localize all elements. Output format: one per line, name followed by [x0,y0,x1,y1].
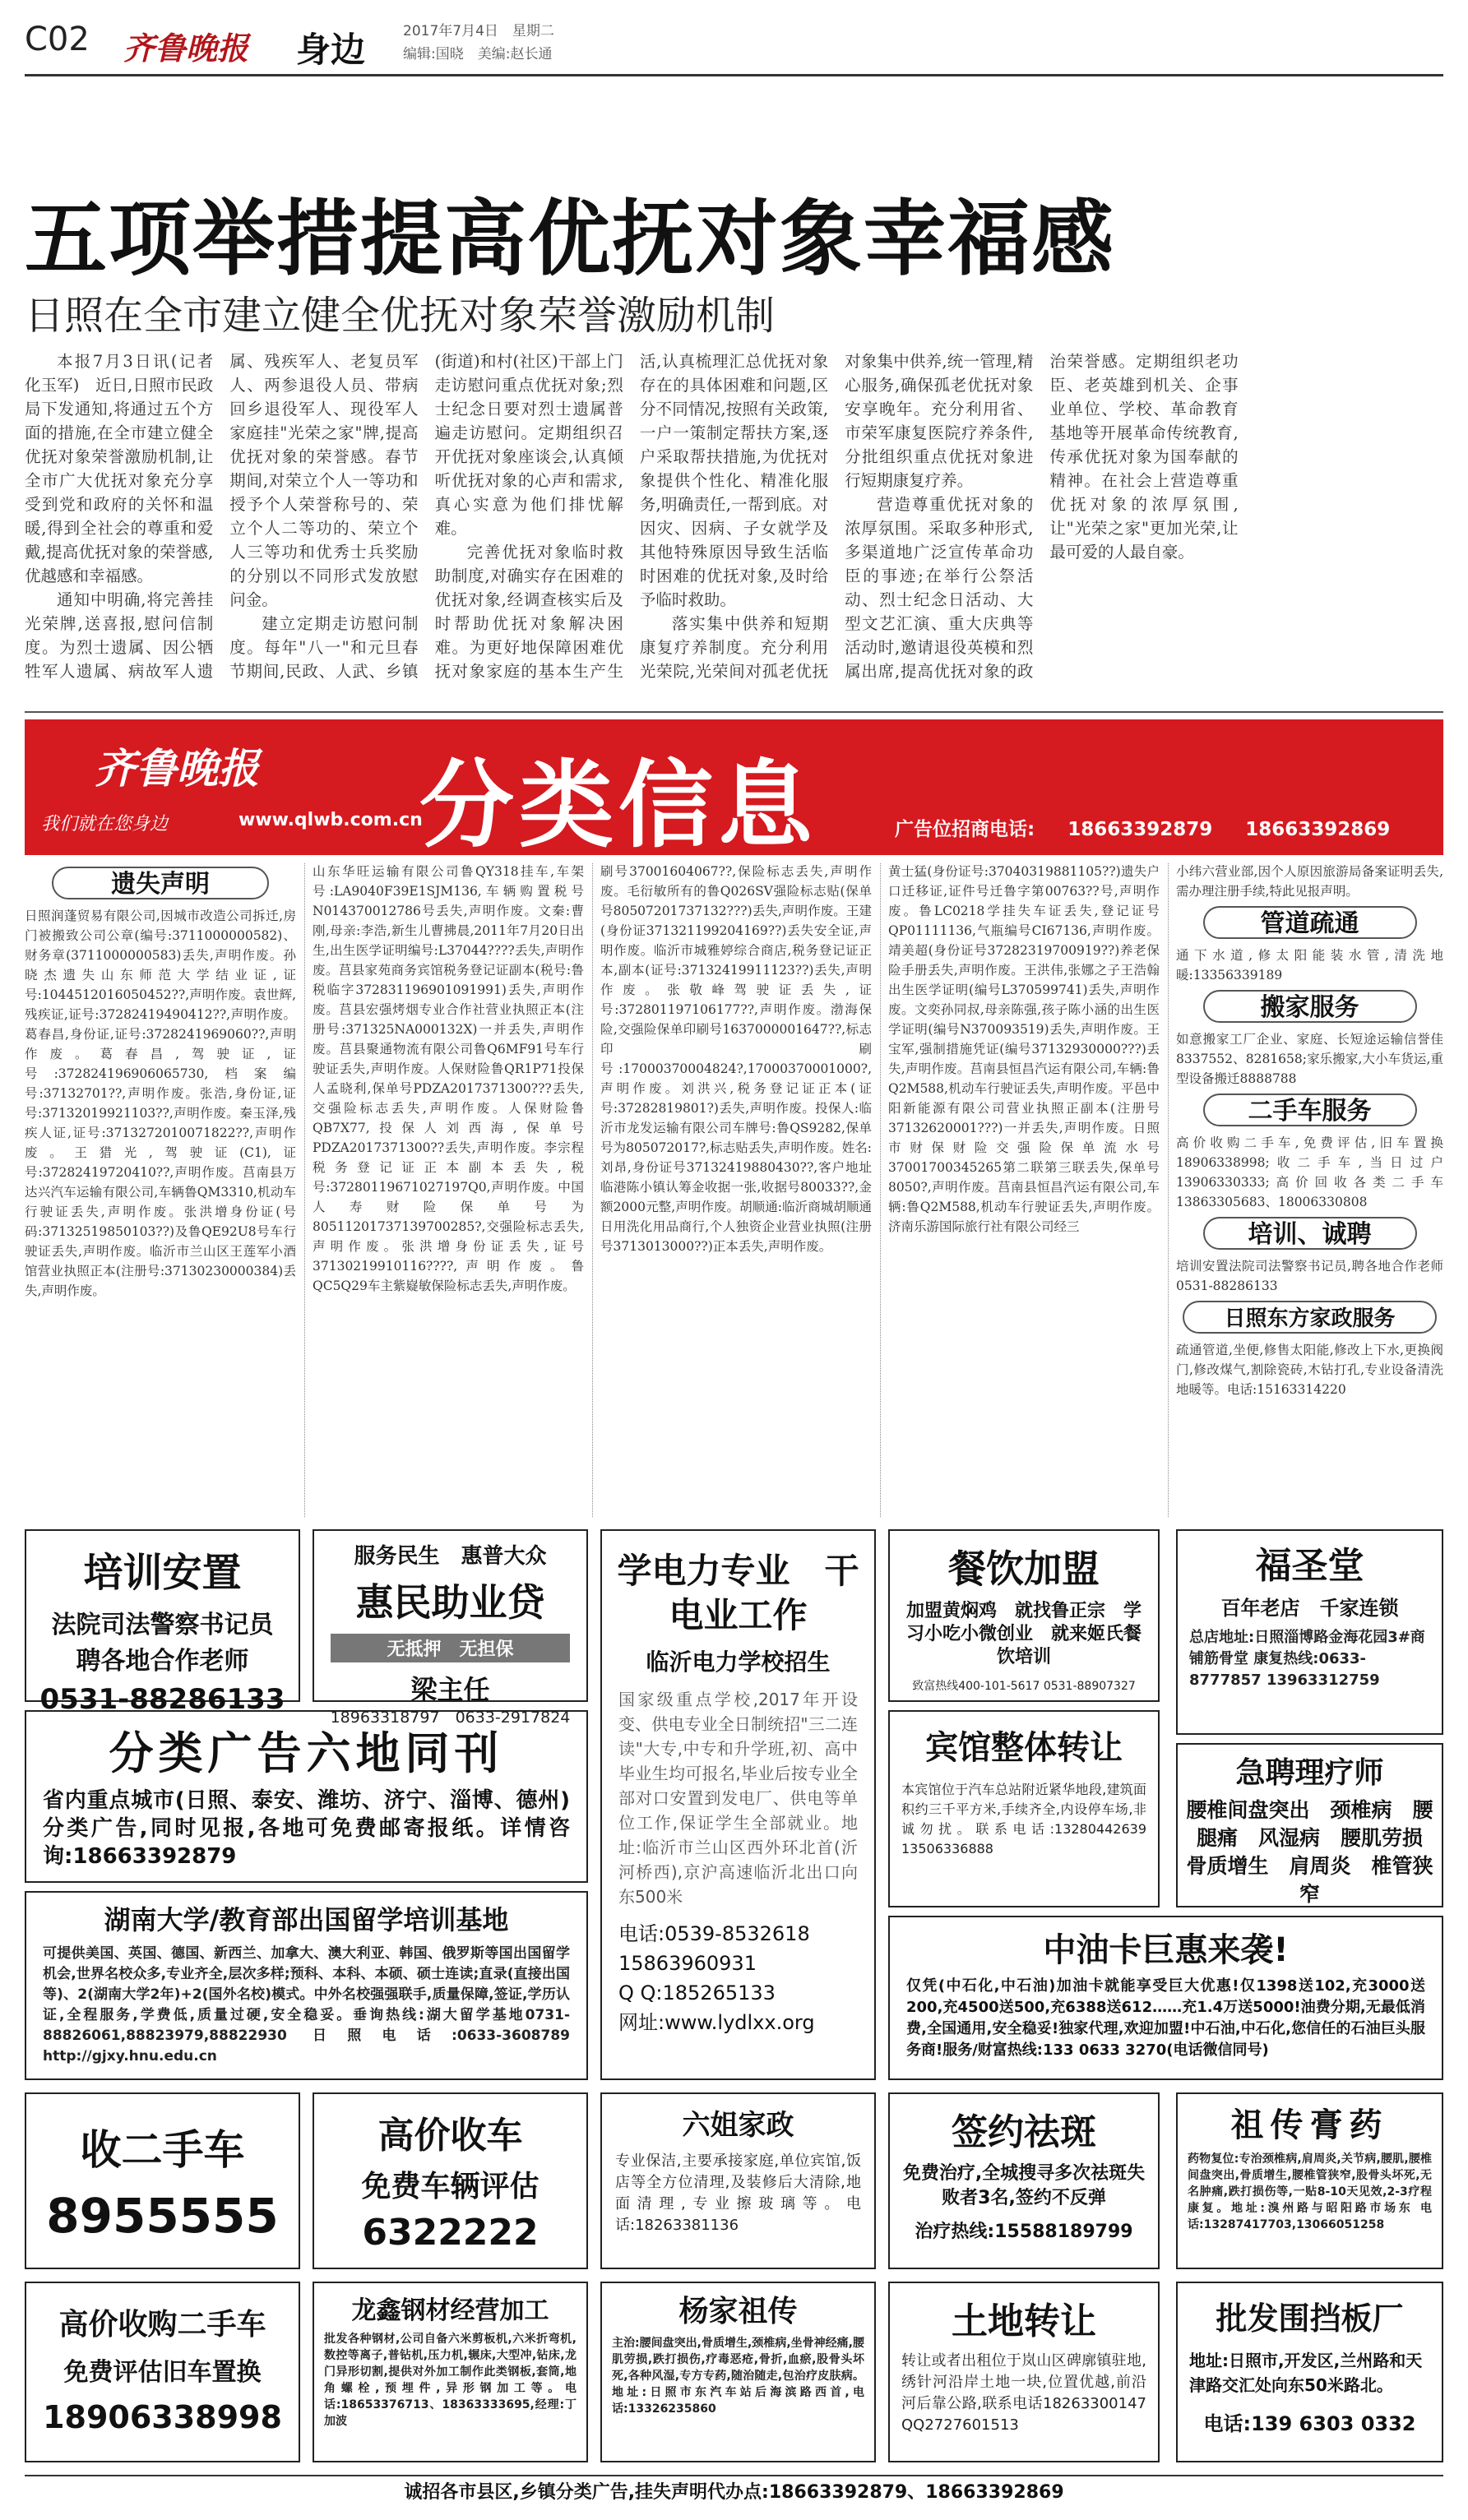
ad-text: 加盟黄焖鸡 就找鲁正宗 学习小吃小微创业 就来姬氏餐饮培训 [905,1601,1142,1667]
ad-phone: 治疗热线:15588189799 [915,2222,1133,2242]
column-divider [1168,863,1169,1517]
ad-fuel-card [888,1916,1443,2080]
column-divider [592,863,593,1517]
ad-title: 分类广告六地同刊 [109,1727,504,1779]
ad-hunan-university [25,1891,588,2080]
classified-text: 刷号37001604067??,保险标志丢失,声明作废。毛衍敏所有的鲁Q026SV强险标志贴(保单号80507201737132???)丢失,声明作废。王建(身份证371321199204169??)丢失安全证,声明作废。临沂市城雅婷综合商店,税务登记证正本,副本(证号:37132419911123??)丢失,声明作废。张敬峰驾驶证丢失,证号:372801197106177??,声明作废。渤海保险,交强险保单印刷号1637000001647??,标志印刷号:17000370004824?,17000370001000?,声明作废。刘洪兴,税务登记证正本(证号:37282819801?)丢失,声明作废。投保人:临沂市龙发运输有限公司车牌号:鲁QS9282,保单号为805072017?,标志贴丢失,声明作废。姓名:刘昂,身份证号37132419880430??,客户地址临港陈小镇认筹金收据一张,收据号80033??,金额2000元整,声明作废。胡顺通:临沂商城胡顺通日用洗化用品商行,个人独资企业营业执照(注册号3713013000??)正本丢失,声明作废。 [600,864,872,1254]
category-lost-notice: 遗失声明 [52,867,269,899]
ad-phone: 0531-88286133 [39,1683,285,1716]
ad-steel [313,2282,588,2462]
classified-text: 疏通管道,坐便,修售太阳能,修改上下水,更换阀门,修改煤气,割除瓷砖,木钻打孔,专业设备清洗地暖等。电话:15163314220 [1176,1343,1443,1397]
issue-date: 2017年7月4日 星期二 [403,23,554,39]
ad-phone: 致富热线400-101-5617 0531-88907327 [912,1680,1136,1693]
category-used-car: 二手车服务 [1203,1094,1417,1126]
ad-text: 服务民生 惠普大众 [354,1544,547,1569]
ad-therapist [1176,1743,1443,1907]
ad-catering [888,1529,1160,1702]
classified-text: 黄士猛(身份证号:37040319881105??)遗失户口迁移证,证件号迁鲁字第00763??号,声明作废。鲁LC0218学挂失车证丢失,登记证号QP01111136,气瓶编号CI67136,声明作废。靖美超(身份证号37282319700919??)养老保险手册丢失,声明作废。王洪伟,张娜之子王浩翰出生医学证明(编号L370599741)丢失,声明作废。文奕孙同叔,母亲陈强,孩子陈小涵的出生医学证明(编号N370093519)丢失,声明作废。王宝军,强制措施凭证(编号37132930000???)丢失,声明作废。莒南县恒昌汽运有限公司,车辆:鲁Q2M588,机动车行驶证丢失,声明作废。平邑中阳新能源有限公司营业执照正副本(注册号37132620001???)一并丢失,声明作废。日照市财保财险交强险保单流水号37001700345265第二联第三联丢失,保单号8050?,声明作废。莒南县恒昌汽运有限公司,车辆:鲁Q2M588,机动车行驶证丢失,声明作废。济南乐游国际旅行社有限公司经三 [888,864,1160,1234]
hotline-label: 广告位招商电话: [895,819,1035,840]
column-divider [304,863,305,1517]
paper-name: 齐鲁晚报 [123,30,249,67]
page-number: C02 [25,21,90,58]
ad-title: 中油卡巨惠来袭! [1043,1931,1289,1969]
ad-text: 药物复位:专治颈椎病,肩周炎,关节病,腰肌,腰椎间盘突出,骨质增生,腰椎管狭窄,股骨头坏死,无名肿痛,跌打损伤等,一贴8-10天见效,2-3疗程康复。地址:溴州路与昭阳路市场东 电话:13287417703,13066051258 [1188,2152,1432,2231]
ad-phone: 8955555 [46,2188,279,2244]
category-housekeeping: 日照东方家政服务 [1183,1301,1437,1334]
ad-phone: 电话:0539-8532618 15863960931 [618,1922,830,1975]
category-training: 培训、诚聘 [1203,1217,1417,1250]
editors: 编辑:国晓 美编:赵长通 [403,46,553,62]
ad-title: 祖传膏药 [1230,2106,1389,2144]
article-divider [25,711,1443,713]
article-paragraph: 落实集中供养和短期康复疗养制度。充分利用光荣院,光荣间对孤老优抚对象集中供养,统一管理,精心服务,确保孤老优抚对象安享晚年。充分利用省、市荣军康复医院疗养条件,分批组织重点优抚对象进行短期康复疗养。 [639,352,1034,681]
ad-text: 聘各地合作老师 [76,1647,249,1676]
ad-ancestral-plaster [1176,2092,1443,2269]
ad-six-cities [25,1710,588,1883]
header-meta [403,20,554,66]
ad-high-price-car [313,2092,588,2269]
ad-phone: 电话:139 6303 0332 [1203,2412,1416,2435]
ad-title: 湖南大学/教育部出国留学培训基地 [104,1904,509,1935]
article-paragraph: 本报7月3日讯(记者 化玉军) 近日,日照市民政局下发通知,将通过五个方面的措施,在全市建立健全优抚对象荣誉激励机制,让全市广大优抚对象充分享受到党和政府的关怀和温暖,得到全社会的尊重和爱戴,提高优抚对象的荣誉感,优越感和幸福感。 [25,352,229,585]
ad-text: 腰椎间盘突出 颈椎病 腰腿痛 风湿病 腰肌劳损 骨质增生 肩周炎 椎管狭窄 [1186,1798,1444,1906]
ad-buy-used-car [25,2092,300,2269]
ad-logo: 福圣堂 [1255,1545,1364,1587]
ad-website: 网址:www.lydlxx.org [618,2011,815,2034]
banner-title: 分类信息 [419,751,818,861]
classified-banner [25,719,1443,861]
ad-freckle [888,2092,1160,2269]
classified-column-1 [25,862,296,1519]
ad-text: 法院司法警察书记员 [51,1611,274,1639]
category-moving: 搬家服务 [1203,990,1417,1023]
ad-text: 百年老店 千家连锁 [1220,1597,1399,1620]
ad-yang-family [600,2282,876,2462]
ad-text: 免费治疗,全城搜寻多次祛斑失败者3名,签约不反弹 [902,2163,1146,2208]
article-paragraph: 完善优抚对象临时救助制度,对确实存在困难的优抚对象,经调查核实后及时帮助优抚对象解决困难。为更好地保障困难优抚对象家庭的基本生产生活,认真梳理汇总优抚对象存在的具体困难和问题,区分不同情况,按照有关政策,一户一策制定帮扶方案,逐户采取帮扶措施,为优抚对象提供个性化、精准化服务,明确责任,一帮到底。对因灾、因病、子女就学及其他特殊原因导致生活临时困难的优抚对象,及时给予临时救助。 [434,352,829,681]
ad-title: 餐饮加盟 [948,1547,1100,1591]
ad-hotel-transfer [888,1710,1160,1907]
article-body [25,349,1443,703]
ad-title: 批发围挡板厂 [1216,2300,1404,2337]
ad-title: 宾馆整体转让 [925,1729,1123,1767]
ad-phone: 18963318797 0633-2917824 [330,1709,571,1727]
ad-phone: 18906338998 [43,2399,282,2435]
classified-column-5 [1176,862,1443,1519]
classified-text: 通下水道,修太阳能装水管,清洗地暖:13356339189 [1176,948,1443,983]
ad-text: 转让或者出租位于岚山区碑廓镇驻地,绣针河沿岸土地一块,位置优越,前沿河后靠公路,联系电话18263300147 QQ2727601513 [901,2352,1146,2434]
classified-column-3 [600,862,872,1519]
ad-loan [313,1529,588,1727]
classified-text: 高价收购二手车,免费评估,旧车置换18906338998;收二手车,当日过户13906330333;高价回收各类二手车13863305683、18006330808 [1176,1135,1443,1209]
ad-land-transfer [888,2282,1160,2462]
ad-buy-used-car-2 [25,2282,300,2462]
ad-title: 急聘理疗师 [1235,1756,1384,1790]
banner-hotline [895,814,1390,841]
section-name: 身边 [296,30,366,70]
ad-title: 龙鑫钢材经营加工 [351,2296,549,2325]
ad-text: 可提供美国、英国、德国、新西兰、加拿大、澳大利亚、韩国、俄罗斯等国出国留学机会,世界名校众多,专业齐全,层次多样;预科、本科、本硕、硕士连读;直录(直接出国等)、2(湖南大学2年)+2(国外名校)模式。中外名校强强联手,质量保障,签证,学历认证,全程服务,学费低,质量过硬,安全稳妥。垂询热线:湖大留学基地0731-88826061,88823979,88822930 日照电话:0633-3608789 http://gjxy.hnu.edu.cn [43,1945,570,2065]
ad-qq: Q Q:185265133 [618,1981,776,2004]
classified-text: 如意搬家工厂企业、家庭、长短途运输信誉佳8337552、8281658;家乐搬家,大小车货运,重型设备搬迁8888788 [1176,1032,1443,1086]
ad-title: 学电力专业 干电业工作 [617,1551,859,1635]
ad-power-school [600,1529,876,2080]
classified-text: 小纬六营业部,因个人原因旅游局备案证明丢失,需办理注册手续,特此见报声明。 [1176,864,1443,899]
banner-website: www.qlwb.com.cn [238,810,423,830]
banner-logo: 齐鲁晚报 [95,744,259,793]
ad-subtitle: 免费评估旧车置换 [63,2358,262,2387]
ad-subtitle: 临沂电力学校招生 [646,1648,831,1676]
ad-subtitle: 免费车辆评估 [361,2170,540,2203]
ad-text: 国家级重点学校,2017年开设变、供电专业全日制统招"三二连读"大专,中专和升学班,初、高中毕业生均可报名,毕业后按专业全部对口安置到发电厂、供电等单位工作,保证学生全部就业。地址:临沂市兰山区西外环北首(沂河桥西),京沪高速临沂北出口向东500米 [618,1690,858,1907]
ad-contact-name: 梁主任 [410,1674,490,1705]
ad-title: 培训安置 [83,1550,242,1596]
ad-text: 省内重点城市(日照、泰安、潍坊、济宁、淄博、德州)分类广告,同时见报,各地可免费邮寄报纸。详情咨询:18663392879 [43,1788,570,1869]
article-paragraph: 营造尊重优抚对象的浓厚氛围。采取多种形式,多渠道地广泛宣传革命功臣的事迹;在举行公祭活动、烈士纪念日活动、大型文艺汇演、重大庆典等活动时,邀请退役英模和烈属出席,提高优抚对象的政治荣誉感。定期组织老功臣、老英雄到机关、企事业单位、学校、革命教育基地等开展革命传统教育,传承优抚对象为国奉献的精神。在社会上营造尊重优抚对象的浓厚氛围,让"光荣之家"更加光荣,让最可爱的人最自豪。 [845,352,1239,681]
ad-title: 六姐家政 [682,2109,794,2142]
header-rule [25,74,1443,76]
ad-text: 主治:腰间盘突出,骨质增生,颈椎病,坐骨神经痛,腰肌劳损,跌打损伤,疗毒恶疮,骨折,血瘀,股骨头坏死,各种风湿,专方专药,随治随走,包治疗皮肤病。地址:日照市东汽车站后海滨路西首,电话:13326235860 [612,2337,864,2416]
ad-text: 地址:日照市,开发区,兰州路和天津路交汇处向东50米路北。 [1189,2351,1423,2395]
classified-text: 日照润蓬贸易有限公司,因城市改造公司拆迁,房门被搬致公司公章(编号:3711000000582)、财务章(3711000000583)丢失,声明作废。孙晓杰遗失山东师范大学结业证,证号:1044512016050452??,声明作废。袁世辉,残疾证,证号:37282419490412??,声明作废。葛春昌,身份证,证号:3728241969060??,声明作废。葛春昌,驾驶证,证号:372824196906065730,档案编号:37132701??,声明作废。张浩,身份证,证号:37132019921103??,声明作废。秦玉泽,残疾人证,证号:3713272010071822??,声明作废。王猎光,驾驶证(C1),证号:37282419720410??,声明作废。莒南县万达兴汽车运输有限公司,车辆鲁QM3310,机动车行驶证丢失,声明作废。张洪增身份证(号码:37132519850103??)及鲁QE92U8号车行驶证丢失,声明作废。临沂市兰山区王莲军小酒馆营业执照正本(注册号:37130230000384)丢失,声明作废。 [25,909,296,1298]
subheadline: 日照在全市建立健全优抚对象荣誉激励机制 [25,293,776,339]
ad-text: 仅凭(中石化,中石油)加油卡就能享受巨大优惠!仅1398送102,充3000送200,充4500送500,充6388送612……充1.4万送5000!油费分期,无最低消费,全国通用,安全稳妥!独家代理,欢迎加盟!中石油,中石化,您信任的石油巨头服务商!服务/财富热线:133 0633 3270(电话微信同号) [906,1977,1425,2059]
ad-title: 土地转让 [952,2300,1096,2342]
ad-fence-board [1176,2282,1443,2462]
ad-title: 收二手车 [80,2126,245,2174]
ad-text: 本宾馆位于汽车总站附近紧华地段,建筑面积约三千平方米,手续齐全,内设停车场,非诚勿扰。联系电话:13280442639 13506336888 [901,1782,1160,1856]
column-divider [880,863,881,1517]
banner-slogan: 我们就在您身边 [41,814,169,835]
classified-column-4 [888,862,1160,1519]
category-pipe: 管道疏通 [1203,906,1417,939]
ad-title: 高价收购二手车 [58,2308,266,2342]
article-paragraph: 通知中明确,将完善挂光荣牌,送喜报,慰问信制度。为烈士遗属、因公牺牲军人遗属、病故军人遗属、残疾军人、老复员军人、两参退役人员、带病回乡退役军人、现役军人家庭挂"光荣之家"牌,提高优抚对象的荣誉感。春节期间,对荣立个人一等功和授予个人荣誉称号的、荣立个人二等功的、荣立个人三等功和优秀士兵奖励的分别以不同形式发放慰问金。 [25,352,419,681]
ad-text: 专业保洁,主要承接家庭,单位宾馆,饭店等全方位清理,及装修后大清除,地面清理,专业擦玻璃等。电话:18263381136 [615,2152,861,2234]
ad-housekeeping [600,2092,876,2269]
page-header [25,16,1443,74]
classified-text: 培训安置法院司法警察书记员,聘各地合作老师0531-88286133 [1176,1259,1443,1293]
ad-fushengtang [1176,1529,1443,1735]
ad-title: 惠民助业贷 [355,1580,545,1625]
ad-training-placement [25,1529,300,1716]
ad-address: 总店地址:日照淄博路金海花园3#商铺筋骨堂 康复热线:0633-8777857 13963312759 [1189,1629,1425,1689]
ad-title: 高价收车 [377,2115,523,2157]
ad-title: 签约祛斑 [952,2111,1096,2153]
article-paragraph: 建立定期走访慰问制度。每年"八一"和元旦春节期间,民政、人武、乡镇(街道)和村(社区)干部上门走访慰问重点优抚对象;烈士纪念日要对烈士遗属普遍走访慰问。定期组织召开优抚对象座谈会,认真倾听优抚对象的心声和需求,真心实意为他们排忧解难。 [229,352,623,681]
ad-text: 批发各种钢材,公司自备六米剪板机,六米折弯机,数控等离子,普钻机,压力机,辗床,大型冲,钻床,龙门异形切割,提供对外加工制作此类钢板,套筒,地角螺栓,预埋件,异形钢加工等。电话:18653376713、18363333695,经理:丁加波 [324,2333,577,2428]
classified-text: 山东华旺运输有限公司鲁QY318挂车,车架号:LA9040F39E1SJM136,车辆购置税号N014370012786号丢失,声明作废。文秦:曹刚,母亲:李浩,新生儿曹拂晨,2011年7月20日出生,出生医学证明编号:L37044????丢失,声明作废。莒县家苑商务宾馆税务登记证副本(税号:鲁税临字372831196901091991)丢失,声明作废。莒县宏强烤烟专业合作社营业执照正本(注册号:371325NA000132X)一并丢失,声明作废。莒县聚通物流有限公司鲁Q6MF91号车行驶证丢失,声明作废。人保财险鲁QR1P71投保人孟晓利,保单号PDZA2017371300???丢失,交强险标志丢失,声明作废。人保财险鲁QB7X77,投保人刘西海,保单号PDZA2017371300??丢失,声明作废。李宗程税务登记证正本副本丢失,税号:37280119671027197Q0,声明作废。中国人寿财险保单号为80511201737139700285?,交强险标志丢失,声明作废。张洪增身份证丢失,证号37130219910116????,声明作废。鲁QC5Q29车主紫嶷敏保险标志丢失,声明作废。 [313,864,584,1293]
ad-tag: 无抵押 无担保 [331,1634,570,1662]
hotline-phone-1: 18663392879 [1067,819,1213,840]
hotline-phone-2: 18663392869 [1245,819,1391,840]
headline: 五项举措提高优抚对象幸福感 [25,191,1115,287]
classified-column-2 [313,862,584,1519]
page-footer: 诚招各市县区,乡镇分类广告,挂失声明代办点:18663392879、18663392869 [25,2475,1443,2508]
ad-phone: 6322222 [362,2212,539,2254]
ad-title: 杨家祖传 [678,2295,798,2328]
